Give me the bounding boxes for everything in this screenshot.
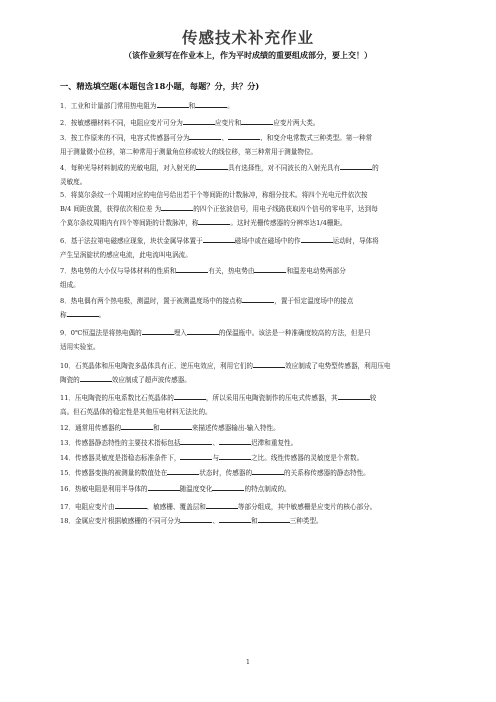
question-text: 的四个正弦波信号，用电子线路获取四个信号的零电平，达到每: [193, 205, 378, 213]
question-text: 基于法拉第电磁感应现象，块状金属导体置于: [70, 237, 203, 245]
question-text: 埋入: [173, 329, 187, 337]
question-text: 石英晶体和压电陶瓷多晶体具有正、逆压电效应，利用它们的: [74, 362, 254, 370]
answer-blank[interactable]: [67, 309, 99, 317]
answer-blank[interactable]: [219, 515, 251, 523]
question-text: 应变片和: [214, 119, 242, 127]
question-text: 产生呈涡旋状的感应电流，此电流叫电涡流。: [60, 251, 192, 259]
answer-blank[interactable]: [252, 467, 284, 475]
answer-blank[interactable]: [180, 515, 212, 523]
question-number: 2．: [60, 119, 71, 127]
question-text: 传感器灵敏度是指稳态标准条件下，: [74, 454, 181, 462]
answer-blank[interactable]: [301, 235, 333, 243]
question-text: 、: [212, 439, 220, 447]
question-number: 10．: [60, 362, 75, 370]
question-text: 三种类型。: [289, 517, 323, 525]
question-number: 8．: [60, 297, 71, 305]
question-text: 等部分组成，其中敏感栅是应变片的核心部分。: [237, 503, 377, 511]
question-number: 11．: [60, 394, 75, 402]
question-text: 的保温瓶中。该法是一种准确度较高的方法，但是只: [218, 329, 371, 337]
question-number: 7．: [60, 267, 71, 275]
question-number: 16．: [60, 485, 75, 493]
question-number: 17．: [60, 503, 75, 511]
answer-blank[interactable]: [198, 217, 230, 225]
question-text: 。: [98, 311, 106, 319]
question-text: 电阻应变片由: [74, 503, 115, 511]
question-text: 的: [372, 164, 379, 172]
question-text: 较: [369, 394, 377, 402]
question-item: [60, 500, 438, 514]
question-text: 磁场中或在磁场中的作: [234, 237, 301, 245]
answer-blank[interactable]: [189, 132, 221, 140]
question-number: 15．: [60, 469, 75, 477]
answer-blank[interactable]: [228, 132, 260, 140]
question-text: 和: [251, 517, 258, 525]
question-text: 传感器变换的被测量的数值处在: [74, 469, 168, 477]
question-number: 1．: [60, 102, 71, 110]
answer-blank[interactable]: [180, 437, 212, 445]
question-item: [60, 161, 438, 189]
question-text: B/4 间距放置，获得依次相位差 为: [60, 205, 162, 213]
question-text: 来描述传感器输出-输入特性。: [191, 424, 280, 432]
question-text: 将莫尔条纹一个周期对应的电信号给出若干个等间距的计数脉冲，称细分技术。将四个光电元件依次按: [70, 191, 368, 199]
question-text: 迟滞和重复性。: [251, 439, 298, 447]
answer-blank[interactable]: [203, 235, 235, 243]
question-item: [60, 482, 438, 496]
question-text: 有关，热电势由: [208, 267, 255, 275]
question-text: 陶瓷的: [60, 376, 80, 384]
answer-blank[interactable]: [196, 162, 228, 170]
question-item: [60, 451, 438, 465]
question-number: 4．: [60, 164, 71, 172]
question-text: 运动时，导体将: [332, 237, 379, 245]
question-text: 按敏感栅材料不同，电阻应变片可分为: [70, 119, 183, 127]
question-text: 应变片两大类。: [273, 119, 320, 127]
question-text: 用于测量微小位移，第二种常用于测量角位移或较大的线位移，第三种常用于测量物位。: [60, 148, 318, 156]
question-number: 13．: [60, 439, 75, 447]
question-item: [60, 326, 438, 354]
question-text: ，置于恒定温度场中的接点: [274, 297, 354, 305]
question-text: 效应制成了超声波传感器。: [111, 376, 191, 384]
question-text: 称: [60, 311, 67, 319]
question-text: 。这时光栅传感器的分辨率达1/4栅距。: [230, 219, 347, 227]
question-text: 的特点制成的。: [244, 485, 291, 493]
answer-blank[interactable]: [180, 452, 212, 460]
question-number: 12．: [60, 424, 75, 432]
answer-blank[interactable]: [176, 265, 208, 273]
question-text: 灵敏度。: [60, 178, 87, 186]
question-text: 通常用传感器的: [74, 424, 122, 432]
answer-blank[interactable]: [174, 392, 206, 400]
question-item: [60, 436, 438, 450]
answer-blank[interactable]: [183, 117, 215, 125]
answer-blank[interactable]: [195, 100, 227, 108]
question-item: [60, 131, 438, 159]
question-item: [60, 294, 438, 322]
question-number: 9．: [60, 329, 71, 337]
answer-blank[interactable]: [219, 452, 251, 460]
question-text: 每种光导材料制成的光敏电阻，对入射光的: [70, 164, 197, 172]
question-text: 组成。: [60, 281, 80, 289]
question-text: 热电偶有两个热电极，测温时，置于被测温度场中的接点称: [70, 297, 243, 305]
answer-blank[interactable]: [206, 501, 238, 509]
answer-blank[interactable]: [340, 162, 372, 170]
question-text: ，所以采用压电陶瓷制作的压电式传感器，其: [205, 394, 338, 402]
answer-blank[interactable]: [121, 422, 153, 430]
document-title: 传感技术补充作业: [181, 28, 314, 47]
question-text: 压电陶瓷的压电系数比石英晶体的: [74, 394, 174, 402]
document-subtitle: （该作业须写在作业本上，作为平时成绩的重要组成部分，要上交！）: [124, 50, 372, 60]
question-text: 热敏电阻是利用半导体的: [74, 485, 148, 493]
question-number: 18．: [60, 517, 75, 525]
page-number: 1: [245, 658, 251, 666]
answer-blank[interactable]: [241, 117, 273, 125]
question-text: 。: [227, 102, 234, 110]
answer-blank[interactable]: [254, 265, 286, 273]
question-text: 0℃恒温法是将热电偶的: [70, 329, 142, 337]
question-text: 、: [221, 134, 229, 142]
question-text: 效应制成了电势型传感器，利用压电: [285, 362, 391, 370]
question-text: 适用实验室。: [60, 343, 100, 351]
answer-blank[interactable]: [148, 483, 180, 491]
question-text: 和温差电动势两部分: [286, 267, 346, 275]
answer-blank[interactable]: [187, 327, 219, 335]
question-text: 和: [153, 424, 160, 432]
question-text: 的关系称传感器的静态特性。: [284, 469, 370, 477]
question-number: 14．: [60, 454, 75, 462]
question-item: [60, 116, 438, 130]
question-text: 高。但石英晶体的稳定性是其他压电材料无法比的。: [60, 408, 212, 416]
question-text: 随温度变化: [179, 485, 213, 493]
question-text: 、: [212, 517, 220, 525]
question-text: 工业和计量部门常用热电阻为: [70, 102, 157, 110]
question-item: [60, 234, 438, 262]
answer-blank[interactable]: [160, 422, 192, 430]
answer-blank[interactable]: [115, 501, 147, 509]
question-item: [60, 514, 438, 528]
question-number: 5．: [60, 191, 71, 199]
answer-blank[interactable]: [80, 374, 112, 382]
question-item: [60, 99, 438, 113]
question-text: 按工作原来的不同，电容式传感器可分为: [70, 134, 190, 142]
answer-blank[interactable]: [253, 360, 285, 368]
question-item: [60, 359, 438, 387]
question-text: 、和变介电常数式三种类型。第一种常: [260, 134, 373, 142]
question-item: [60, 188, 438, 230]
question-text: 之比。线性传感器的灵敏度是个常数。: [251, 454, 364, 462]
question-text: 个莫尔条纹周期内有四个等间距的计数脉冲，称: [60, 219, 199, 227]
question-item: [60, 264, 438, 292]
question-text: 和: [188, 102, 196, 110]
answer-blank[interactable]: [242, 295, 274, 303]
question-number: 3．: [60, 134, 71, 142]
question-item: [60, 466, 438, 480]
answer-blank[interactable]: [338, 392, 370, 400]
question-number: 6．: [60, 237, 71, 245]
answer-blank[interactable]: [142, 327, 174, 335]
answer-blank[interactable]: [212, 483, 244, 491]
answer-blank[interactable]: [258, 515, 290, 523]
question-text: 传感器静态特性的主要技术指标包括: [74, 439, 181, 447]
question-text: 具有选择性，对不同波长的入射光具有: [228, 164, 341, 172]
question-text: 金属应变片根据敏感栅的不同可分为: [74, 517, 181, 525]
question-item: [60, 421, 438, 435]
question-text: 热电势的大小仅与导体材料的性质和: [70, 267, 177, 275]
question-text: 与: [212, 454, 220, 462]
question-item: [60, 391, 438, 419]
question-text: 、敏感栅、覆盖层和: [146, 503, 206, 511]
question-text: 状态时，传感器的: [199, 469, 253, 477]
answer-blank[interactable]: [161, 203, 193, 211]
answer-blank[interactable]: [167, 467, 199, 475]
section-heading: 一、精选填空题(本题包含18小题，每题？分，共？分): [60, 81, 260, 91]
answer-blank[interactable]: [157, 100, 189, 108]
answer-blank[interactable]: [219, 437, 251, 445]
